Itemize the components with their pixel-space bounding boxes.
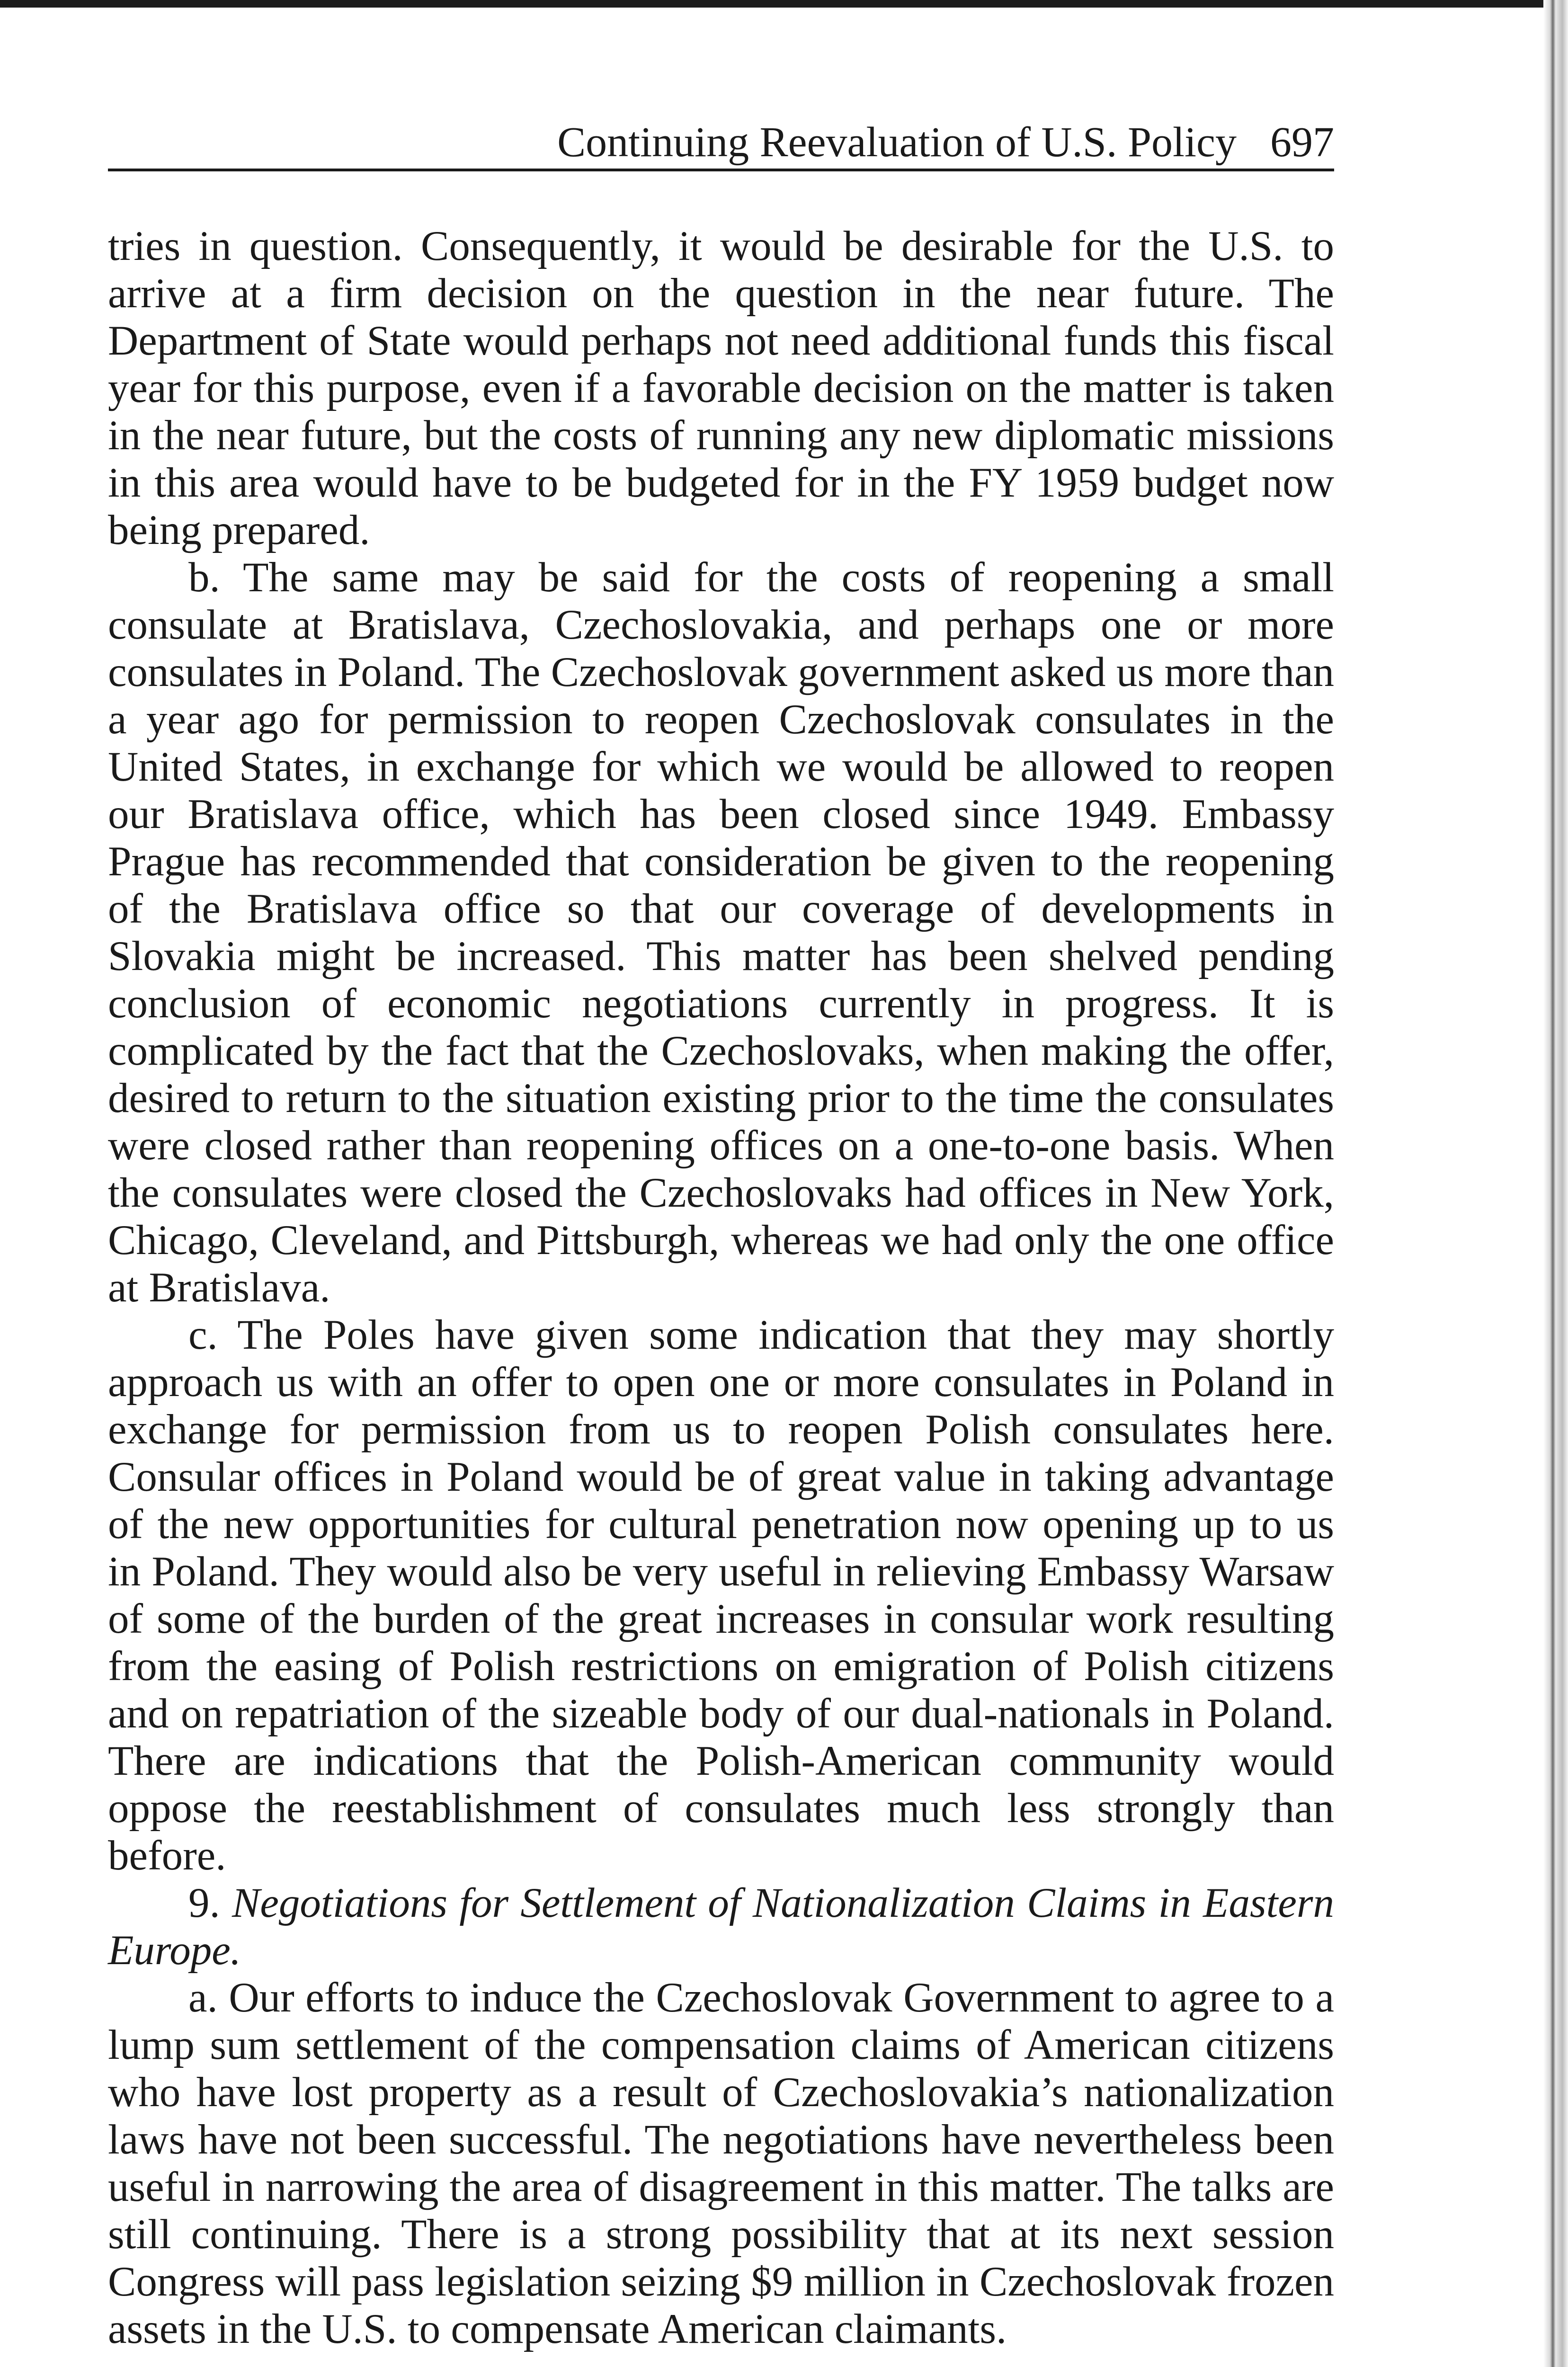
scan-binding-edge bbox=[1543, 0, 1568, 2367]
running-head bbox=[108, 118, 1334, 171]
running-title: Continuing Reevaluation of U.S. Policy bbox=[557, 119, 1237, 166]
section-heading-9 bbox=[108, 1879, 1334, 1974]
scan-top-edge bbox=[0, 0, 1568, 8]
section-number: 9. bbox=[188, 1880, 220, 1926]
page-number: 697 bbox=[1270, 119, 1334, 166]
section-title: Negotiations for Settlement of Nationalization Claims in Eastern Europe. bbox=[108, 1880, 1334, 1974]
paragraph-b: b. The same may be said for the costs of reopening a small consulate at Bratislava, Czechoslovakia, and perhaps one or more consulates in Poland. The Czechoslovak government asked us more than a year ago for permission to reopen Czechoslovak consulates in the United States, in exchange for which we would be allowed to reopen our Bratislava office, which has been closed since 1949. Embassy Prague has recommended that consideration be given to the reopening of the Bratislava office so that our coverage of developments in Slovakia might be increased. This matter has been shelved pending conclusion of economic negotiations currently in progress. It is complicated by the fact that the Czechoslovaks, when making the offer, desired to return to the situation existing prior to the time the consulates were closed rather than reopening offices on a one-to-one basis. When the consulates were closed the Czechoslovaks had offices in New York, Chicago, Cleveland, and Pittsburgh, whereas we had only the one office at Bratislava. bbox=[108, 554, 1334, 1311]
paragraph-continuation: tries in question. Consequently, it would be desirable for the U.S. to arrive at a firm decision on the question in the near future. The Department of State would perhaps not need additional funds this fiscal year for this purpose, even if a favorable decision on the matter is taken in the near future, but the costs of running any new diplomatic missions in this area would have to be budgeted for in the FY 1959 budget now being prepared. bbox=[108, 223, 1334, 553]
paragraph-9a: a. Our efforts to induce the Czechoslovak Government to agree to a lump sum settlement of the compensation claims of American citizens who have lost property as a result of Czechoslovakia’s nationalization laws have not been successful. The negotiations have nevertheless been useful in narrowing the area of disagreement in this matter. The talks are still continuing. There is a strong possibility that at its next session Congress will pass legislation seizing $9 million in Czechoslovak frozen assets in the U.S. to compensate American claimants. bbox=[108, 1975, 1334, 2352]
page-body bbox=[108, 222, 1334, 2353]
paragraph-c: c. The Poles have given some indication that they may shortly approach us with an offer to open one or more consulates in Poland in exchange for permission from us to reopen Polish consulates here. Consular offices in Poland would be of great value in taking advantage of the new opportunities for cultural penetration now opening up to us in Poland. They would also be very useful in relieving Embassy Warsaw of some of the burden of the great increases in consular work resulting from the easing of Polish restrictions on emigration of Polish citizens and on repatriation of the sizeable body of our dual-nationals in Poland. There are indications that the Polish-American community would oppose the reestablishment of consulates much less strongly than before. bbox=[108, 1312, 1334, 1879]
